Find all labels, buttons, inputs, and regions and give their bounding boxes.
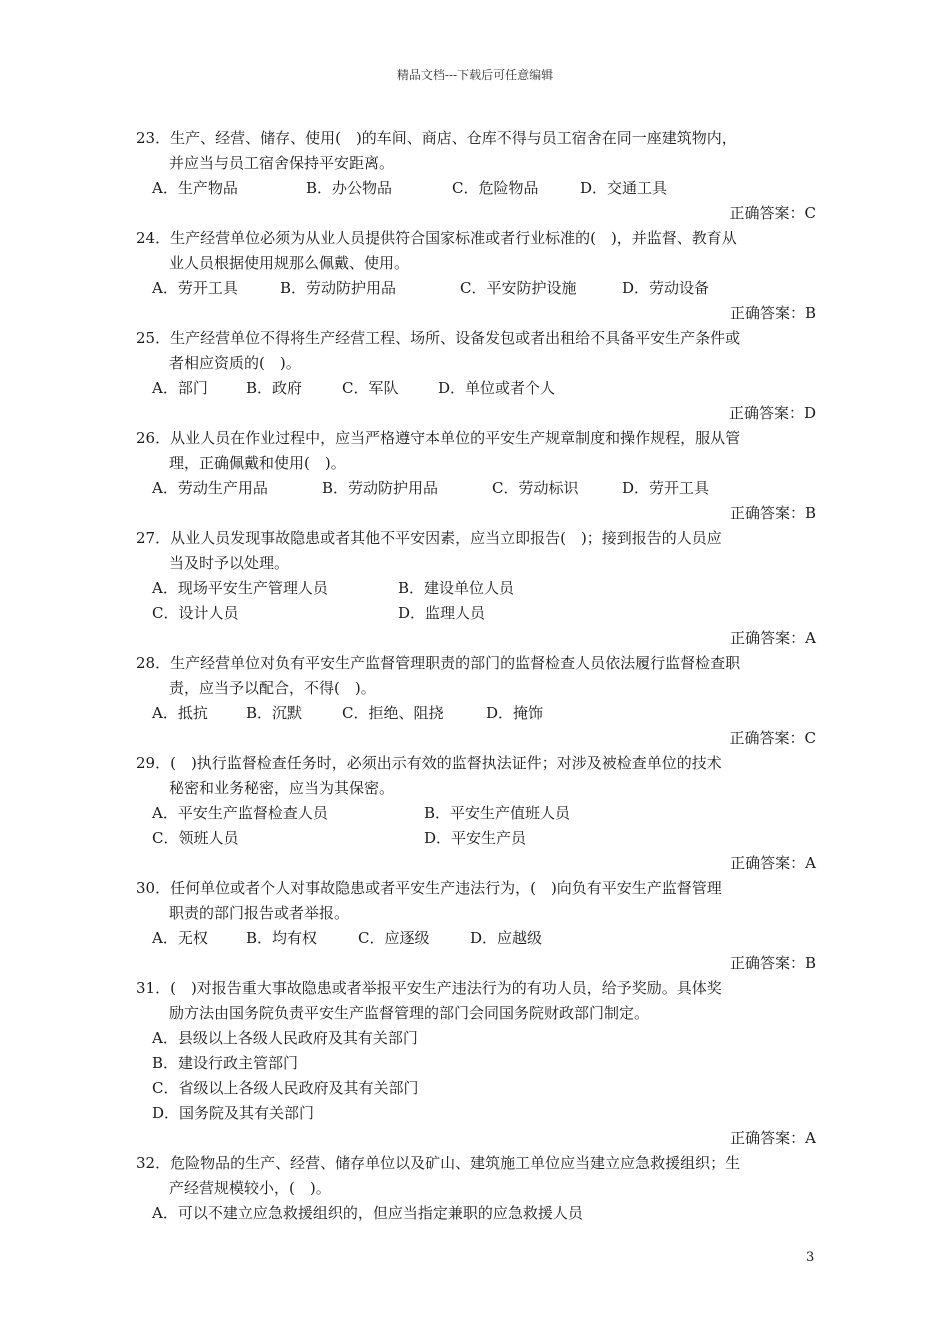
options-row	[136, 1201, 816, 1226]
option-b: B．政府	[246, 379, 303, 397]
question-text: 25．生产经营单位不得将生产经营工程、场所、设备发包或者出租给不具备平安生产条件或	[136, 329, 741, 347]
correct-answer: 正确答案：B	[729, 954, 816, 972]
question-text: 23．生产、经营、储存、使用( )的车间、商店、仓库不得与员工宿舍在同一座建筑物内，	[136, 129, 737, 147]
question-29	[136, 751, 816, 876]
question-28	[136, 651, 816, 751]
options-row	[136, 926, 816, 951]
correct-answer: 正确答案：C	[729, 729, 816, 747]
option-d: D．监理人员	[398, 604, 486, 622]
option-a: A．部门	[152, 379, 208, 397]
option-a: A．平安生产监督检查人员	[152, 804, 328, 822]
option-a: A．无权	[152, 929, 208, 947]
question-text: 24．生产经营单位必须为从业人员提供符合国家标准或者行业标准的( )，并监督、教育从	[136, 229, 737, 247]
option-a: A．生产物品	[152, 179, 238, 197]
options-row	[136, 826, 816, 851]
question-30	[136, 876, 816, 976]
options-row	[136, 1101, 816, 1126]
option-b: B．建设行政主管部门	[152, 1054, 299, 1072]
question-23	[136, 126, 816, 226]
option-b: B．办公物品	[306, 179, 393, 197]
option-b: B．劳动防护用品	[322, 479, 439, 497]
option-b: B．平安生产值班人员	[424, 804, 571, 822]
question-text: 29．( )执行监督检查任务时，必须出示有效的监督执法证件；对涉及被检查单位的技术	[136, 754, 722, 772]
option-a: A．现场平安生产管理人员	[152, 579, 328, 597]
question-text-continued: 职责的部门报告或者举报。	[169, 904, 350, 922]
option-d: D．平安生产员	[424, 829, 527, 847]
option-c: C．领班人员	[152, 829, 239, 847]
question-24	[136, 226, 816, 326]
option-d: D．掩饰	[486, 704, 544, 722]
option-c: C．省级以上各级人民政府及其有关部门	[152, 1079, 419, 1097]
question-26	[136, 426, 816, 526]
options-row	[136, 476, 816, 501]
question-text: 28．生产经营单位对负有平安生产监督管理职责的部门的监督检查人员依法履行监督检查职	[136, 654, 741, 672]
option-b: B．劳动防护用品	[280, 279, 397, 297]
option-c: C．拒绝、阻挠	[342, 704, 444, 722]
option-b: B．均有权	[246, 929, 318, 947]
option-d: D．交通工具	[580, 179, 668, 197]
option-a: A．可以不建立应急救援组织的，但应当指定兼职的应急救援人员	[152, 1204, 583, 1222]
options-row	[136, 276, 816, 301]
question-text-continued: 责，应当予以配合，不得( )。	[169, 679, 376, 697]
question-25	[136, 326, 816, 426]
option-a: A．抵抗	[152, 704, 208, 722]
correct-answer: 正确答案：A	[730, 629, 816, 647]
page-header: 精品文档---下载后可任意编辑	[396, 68, 554, 82]
option-b: B．沉默	[246, 704, 303, 722]
question-text-continued: 秘密和业务秘密，应当为其保密。	[169, 779, 395, 797]
option-d: D．劳开工具	[622, 479, 710, 497]
question-text: 32．危险物品的生产、经营、储存单位以及矿山、建筑施工单位应当建立应急救援组织；生	[136, 1154, 741, 1172]
option-d: D．应越级	[470, 929, 543, 947]
options-row	[136, 801, 816, 826]
question-32	[136, 1151, 816, 1226]
option-c: C．平安防护设施	[460, 279, 577, 297]
option-c: C．危险物品	[452, 179, 539, 197]
question-text: 26．从业人员在作业过程中，应当严格遵守本单位的平安生产规章制度和操作规程，服从管	[136, 429, 741, 447]
page-number: 3	[806, 1250, 815, 1265]
options-row	[136, 176, 816, 201]
question-text-continued: 当及时予以处理。	[169, 554, 290, 572]
question-31	[136, 976, 816, 1151]
correct-answer: 正确答案：C	[729, 204, 816, 222]
option-d: D．单位或者个人	[438, 379, 556, 397]
correct-answer: 正确答案：D	[728, 404, 816, 422]
options-row	[136, 576, 816, 601]
option-c: C．应逐级	[358, 929, 430, 947]
option-c: C．设计人员	[152, 604, 239, 622]
correct-answer: 正确答案：B	[729, 504, 816, 522]
option-a: A．县级以上各级人民政府及其有关部门	[152, 1029, 418, 1047]
question-text-continued: 励方法由国务院负责平安生产监督管理的部门会同国务院财政部门制定。	[169, 1004, 650, 1022]
question-list	[136, 126, 816, 1226]
options-row	[136, 601, 816, 626]
option-c: C．劳动标识	[492, 479, 579, 497]
options-row	[136, 1051, 816, 1076]
correct-answer: 正确答案：B	[729, 304, 816, 322]
question-text: 30．任何单位或者个人对事故隐患或者平安生产违法行为，( )向负有平安生产监督管理	[136, 879, 722, 897]
options-row	[136, 376, 816, 401]
question-text: 31．( )对报告重大事故隐患或者举报平安生产违法行为的有功人员，给予奖励。具体奖	[136, 979, 722, 997]
question-text-continued: 产经营规模较小，( )。	[169, 1179, 331, 1197]
option-b: B．建设单位人员	[398, 579, 515, 597]
question-text-continued: 者相应资质的( )。	[169, 354, 301, 372]
question-text-continued: 理，正确佩戴和使用( )。	[169, 454, 346, 472]
option-c: C．军队	[342, 379, 399, 397]
correct-answer: 正确答案：A	[730, 1129, 816, 1147]
question-text-continued: 并应当与员工宿舍保持平安距离。	[169, 154, 395, 172]
options-row	[136, 1076, 816, 1101]
question-27	[136, 526, 816, 651]
option-a: A．劳动生产用品	[152, 479, 268, 497]
correct-answer: 正确答案：A	[730, 854, 816, 872]
option-d: D．国务院及其有关部门	[152, 1104, 315, 1122]
options-row	[136, 701, 816, 726]
question-text: 27．从业人员发现事故隐患或者其他不平安因素，应当立即报告( )；接到报告的人员应	[136, 529, 722, 547]
question-text-continued: 业人员根据使用规那么佩戴、使用。	[169, 254, 410, 272]
options-row	[136, 1026, 816, 1051]
option-a: A．劳开工具	[152, 279, 238, 297]
option-d: D．劳动设备	[622, 279, 710, 297]
